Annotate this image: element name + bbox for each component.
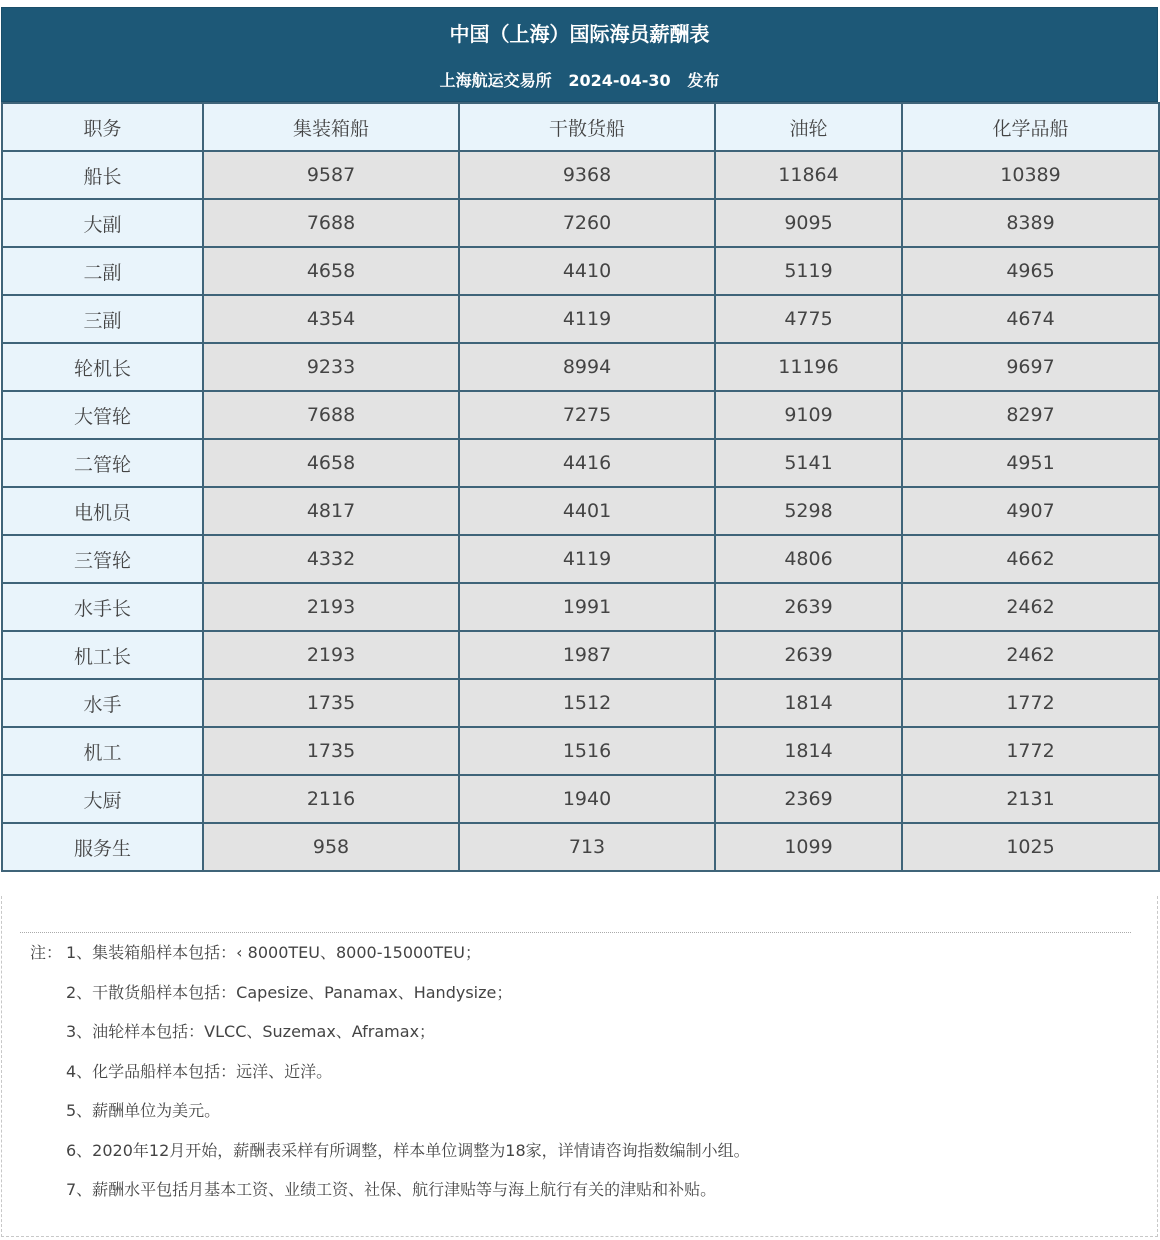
salary-cell: 7688: [203, 199, 459, 247]
salary-cell: 4806: [715, 535, 902, 583]
notes-lead: 注：: [30, 943, 63, 962]
salary-cell: 7260: [459, 199, 715, 247]
role-cell: 大副: [2, 199, 203, 247]
salary-cell: 713: [459, 823, 715, 871]
salary-cell: 4907: [902, 487, 1159, 535]
salary-cell: 4817: [203, 487, 459, 535]
table-row: [2, 247, 1159, 295]
salary-cell: 1772: [902, 727, 1159, 775]
note-item: 5、薪酬单位为美元。: [66, 1101, 221, 1120]
salary-cell: 4658: [203, 439, 459, 487]
salary-cell: 1987: [459, 631, 715, 679]
salary-cell: 4119: [459, 535, 715, 583]
salary-cell: 8389: [902, 199, 1159, 247]
salary-cell: 9587: [203, 151, 459, 199]
salary-cell: 1772: [902, 679, 1159, 727]
salary-cell: 8994: [459, 343, 715, 391]
salary-cell: 2131: [902, 775, 1159, 823]
table-row: [2, 631, 1159, 679]
salary-cell: 4119: [459, 295, 715, 343]
column-header: 集装箱船: [203, 103, 459, 151]
salary-cell: 2193: [203, 631, 459, 679]
role-cell: 二副: [2, 247, 203, 295]
salary-cell: 4658: [203, 247, 459, 295]
table-title: 中国（上海）国际海员薪酬表: [449, 22, 710, 46]
note-item: 2、干散货船样本包括：Capesize、Panamax、Handysize；: [66, 982, 513, 1002]
salary-cell: 9697: [902, 343, 1159, 391]
salary-cell: 1814: [715, 727, 902, 775]
column-header: 干散货船: [459, 103, 715, 151]
salary-cell: 7275: [459, 391, 715, 439]
role-cell: 机工: [2, 727, 203, 775]
salary-cell: 4410: [459, 247, 715, 295]
role-cell: 水手: [2, 679, 203, 727]
table-banner: [1, 7, 1158, 102]
role-cell: 服务生: [2, 823, 203, 871]
salary-cell: 1516: [459, 727, 715, 775]
salary-cell: 4662: [902, 535, 1159, 583]
role-cell: 机工长: [2, 631, 203, 679]
note-item: 4、化学品船样本包括：远洋、近洋。: [66, 1061, 333, 1081]
table-row: [2, 679, 1159, 727]
role-cell: 水手长: [2, 583, 203, 631]
notes-divider: [20, 932, 1131, 933]
salary-cell: 1940: [459, 775, 715, 823]
note-item: 1、集装箱船样本包括：‹ 8000TEU、8000-15000TEU；: [66, 943, 481, 962]
salary-cell: 9109: [715, 391, 902, 439]
salary-cell: 9368: [459, 151, 715, 199]
salary-cell: 958: [203, 823, 459, 871]
role-cell: 三管轮: [2, 535, 203, 583]
table-row: [2, 535, 1159, 583]
salary-cell: 10389: [902, 151, 1159, 199]
table-row: [2, 391, 1159, 439]
notes-section: [1, 896, 1158, 1237]
salary-cell: 1099: [715, 823, 902, 871]
column-header: 化学品船: [902, 103, 1159, 151]
salary-cell: 4965: [902, 247, 1159, 295]
table-row: [2, 199, 1159, 247]
salary-cell: 9095: [715, 199, 902, 247]
salary-cell: 2462: [902, 583, 1159, 631]
salary-cell: 7688: [203, 391, 459, 439]
salary-cell: 1735: [203, 727, 459, 775]
salary-cell: 9233: [203, 343, 459, 391]
role-cell: 大管轮: [2, 391, 203, 439]
note-item: 3、油轮样本包括：VLCC、Suzemax、Aframax；: [66, 1022, 436, 1041]
role-cell: 船长: [2, 151, 203, 199]
salary-cell: 2116: [203, 775, 459, 823]
salary-cell: 4401: [459, 487, 715, 535]
salary-cell: 1735: [203, 679, 459, 727]
salary-cell: 4674: [902, 295, 1159, 343]
salary-cell: 1814: [715, 679, 902, 727]
table-row: [2, 295, 1159, 343]
table-row: [2, 487, 1159, 535]
role-cell: 大厨: [2, 775, 203, 823]
role-cell: 三副: [2, 295, 203, 343]
table-row: [2, 583, 1159, 631]
salary-cell: 5298: [715, 487, 902, 535]
salary-cell: 1025: [902, 823, 1159, 871]
table-subtitle: 上海航运交易所 2024-04-30 发布: [439, 71, 720, 90]
table-row: [2, 439, 1159, 487]
table-row: [2, 343, 1159, 391]
column-header: 油轮: [715, 103, 902, 151]
table-row: [2, 727, 1159, 775]
salary-cell: 11864: [715, 151, 902, 199]
salary-cell: 1991: [459, 583, 715, 631]
salary-table-container: [1, 7, 1158, 872]
salary-cell: 2639: [715, 583, 902, 631]
salary-cell: 1512: [459, 679, 715, 727]
role-cell: 轮机长: [2, 343, 203, 391]
column-header: 职务: [2, 103, 203, 151]
note-item: 7、薪酬水平包括月基本工资、业绩工资、社保、航行津贴等与海上航行有关的津贴和补贴。: [66, 1180, 717, 1199]
salary-cell: 2639: [715, 631, 902, 679]
salary-cell: 4354: [203, 295, 459, 343]
salary-cell: 2193: [203, 583, 459, 631]
table-row: [2, 775, 1159, 823]
note-item: 6、2020年12月开始，薪酬表采样有所调整，样本单位调整为18家，详情请咨询指数编制小组。: [66, 1140, 750, 1160]
salary-cell: 2462: [902, 631, 1159, 679]
salary-table: [1, 102, 1160, 872]
role-cell: 二管轮: [2, 439, 203, 487]
salary-cell: 4416: [459, 439, 715, 487]
salary-cell: 11196: [715, 343, 902, 391]
salary-cell: 5141: [715, 439, 902, 487]
salary-cell: 8297: [902, 391, 1159, 439]
table-row: [2, 823, 1159, 871]
table-row: [2, 151, 1159, 199]
salary-cell: 4951: [902, 439, 1159, 487]
salary-cell: 5119: [715, 247, 902, 295]
salary-cell: 4332: [203, 535, 459, 583]
role-cell: 电机员: [2, 487, 203, 535]
salary-cell: 4775: [715, 295, 902, 343]
salary-cell: 2369: [715, 775, 902, 823]
header-row: [2, 103, 1159, 151]
